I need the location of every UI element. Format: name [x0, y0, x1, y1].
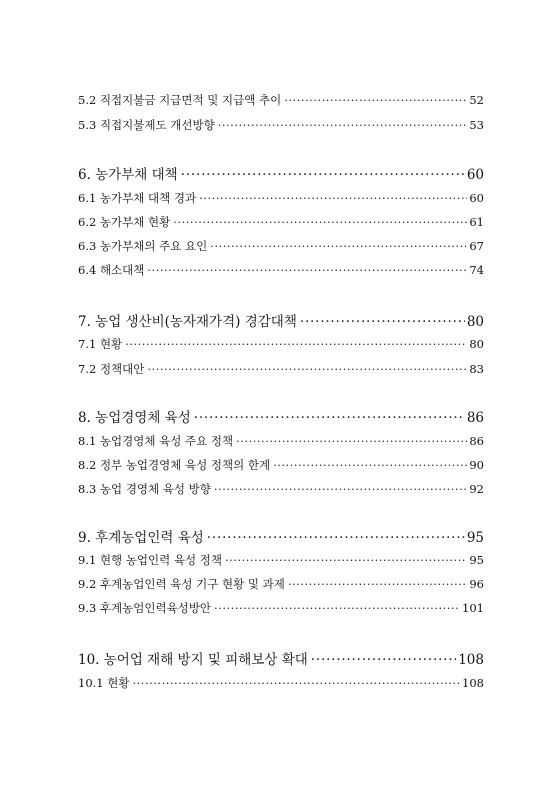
dot-leader: [236, 434, 467, 448]
toc-section-page: 80: [466, 314, 484, 330]
toc-entry-page: 95: [469, 553, 484, 567]
toc-section-8[interactable]: [78, 406, 484, 426]
toc-entry-page: 53: [469, 118, 484, 132]
toc-entry-6-1[interactable]: [78, 190, 484, 206]
toc-section-page: 60: [466, 167, 484, 183]
toc-entry-page: 83: [469, 362, 484, 376]
toc-entry-5-3[interactable]: [78, 117, 484, 133]
toc-entry-label: 9.1 현행 농업인력 육성 정책: [78, 553, 222, 567]
toc-section-7[interactable]: [78, 310, 484, 330]
dot-leader: [225, 553, 467, 567]
toc-entry-6-3[interactable]: [78, 238, 484, 254]
dot-leader: [147, 362, 467, 376]
dot-leader: [300, 314, 465, 330]
dot-leader: [147, 263, 467, 277]
toc-entry-8-2[interactable]: [78, 457, 484, 473]
toc-entry-label: 10.1 현황: [78, 676, 130, 690]
toc-entry-9-2[interactable]: [78, 576, 484, 592]
toc-section-label: 7. 농업 생산비(농자재가격) 경감대책: [78, 314, 297, 330]
dot-leader: [273, 458, 467, 472]
toc-section-label: 9. 후계농업인력 육성: [78, 530, 204, 546]
toc-entry-label: 8.2 정부 농업경영체 육성 정책의 한계: [78, 458, 271, 472]
toc-entry-7-2[interactable]: [78, 361, 484, 377]
toc-section-9[interactable]: [78, 526, 484, 546]
toc-section-label: 6. 농가부채 대책: [78, 167, 178, 183]
dot-leader: [194, 410, 465, 426]
toc-entry-page: 52: [469, 93, 484, 107]
toc-entry-8-1[interactable]: [78, 433, 484, 449]
dot-leader: [181, 167, 465, 183]
dot-leader: [214, 482, 467, 496]
toc-entry-page: 60: [469, 191, 484, 205]
toc-entry-page: 96: [469, 577, 484, 591]
toc-entry-9-3[interactable]: [78, 600, 484, 616]
toc-entry-5-2[interactable]: [78, 92, 484, 108]
toc-entry-label: 6.4 해소대책: [78, 263, 145, 277]
toc-entry-8-3[interactable]: [78, 481, 484, 497]
dot-leader: [218, 118, 468, 132]
dot-leader: [210, 239, 467, 253]
dot-leader: [125, 337, 467, 351]
toc-entry-page: 67: [469, 239, 484, 253]
toc-section-label: 8. 농업경영체 육성: [78, 410, 191, 426]
toc-entry-page: 92: [469, 482, 484, 496]
dot-leader: [214, 601, 460, 615]
dot-leader: [311, 652, 456, 668]
toc-entry-label: 5.3 직접지불제도 개선방향: [78, 118, 215, 132]
toc-entry-page: 80: [469, 337, 484, 351]
toc-entry-7-1[interactable]: [78, 336, 484, 352]
toc-section-10[interactable]: [78, 648, 484, 668]
dot-leader: [132, 676, 460, 690]
toc-entry-label: 7.2 정책대안: [78, 362, 145, 376]
toc-entry-page: 86: [469, 434, 484, 448]
toc-entry-label: 9.2 후계농업인력 육성 기구 현황 및 과제: [78, 577, 285, 591]
dot-leader: [284, 93, 467, 107]
toc-section-label: 10. 농어업 재해 방지 및 피해보상 확대: [78, 652, 308, 668]
toc-entry-label: 6.2 농가부채 현황: [78, 215, 171, 229]
dot-leader: [207, 530, 465, 546]
toc-entry-page: 108: [462, 676, 484, 690]
toc-entry-page: 74: [469, 263, 484, 277]
toc-entry-page: 101: [462, 601, 484, 615]
toc-entry-label: 7.1 현황: [78, 337, 123, 351]
toc-entry-label: 8.3 농업 경영체 육성 방향: [78, 482, 211, 496]
toc-entry-page: 61: [469, 215, 484, 229]
toc-section-page: 108: [458, 652, 484, 668]
toc-entry-label: 5.2 직접지불금 지급면적 및 지급액 추이: [78, 93, 282, 107]
toc-section-6[interactable]: [78, 163, 484, 183]
dot-leader: [173, 215, 467, 229]
toc-section-page: 86: [466, 410, 484, 426]
dot-leader: [199, 191, 467, 205]
toc-section-page: 95: [466, 530, 484, 546]
dot-leader: [288, 577, 468, 591]
toc-entry-label: 6.3 농가부채의 주요 요인: [78, 239, 208, 253]
toc-entry-6-4[interactable]: [78, 262, 484, 278]
toc-entry-9-1[interactable]: [78, 552, 484, 568]
toc-entry-label: 8.1 농업경영체 육성 주요 정책: [78, 434, 234, 448]
toc-entry-label: 9.3 후계농엄인력육성방안: [78, 601, 212, 615]
toc-entry-label: 6.1 농가부채 대책 경과: [78, 191, 197, 205]
toc-entry-6-2[interactable]: [78, 214, 484, 230]
toc-entry-page: 90: [469, 458, 484, 472]
toc-entry-10-1[interactable]: [78, 675, 484, 691]
